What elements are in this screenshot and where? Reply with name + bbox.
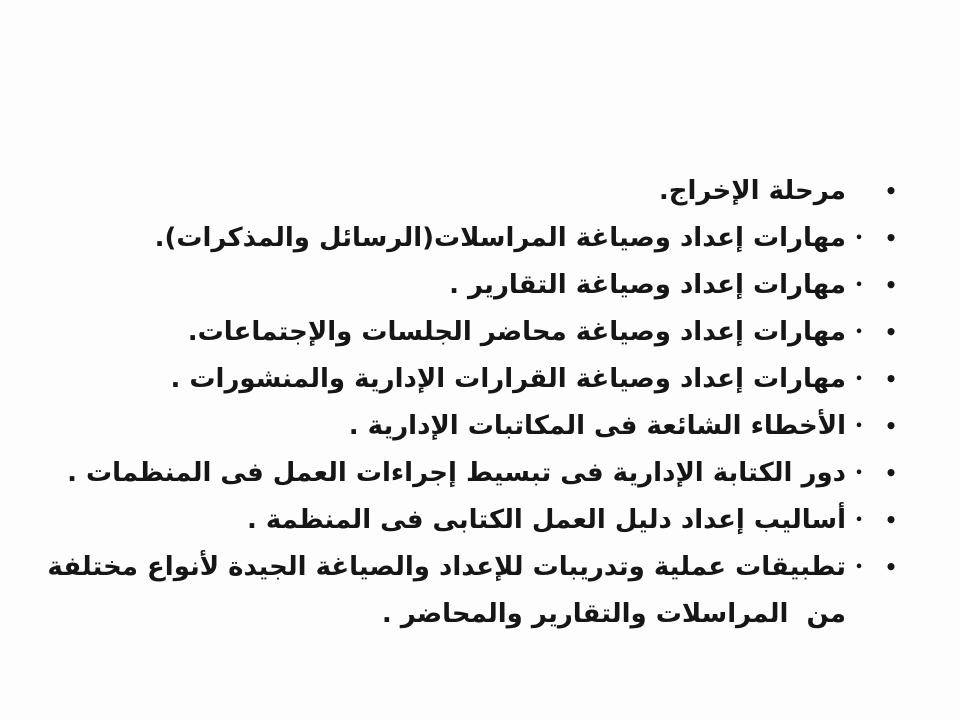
bullet-icon: • [884, 461, 898, 485]
sub-bullet-icon: • [854, 231, 864, 246]
bullet-text-line-1: تطبيقات عملية وتدريبات للإعداد والصياغة الجيدة لأنواع مختلفة [47, 552, 846, 582]
bullet-text-line-2: من المراسلات والتقارير والمحاضر . [381, 599, 846, 629]
bullet-icon: • [884, 179, 898, 203]
bullet-text: أساليب إعداد دليل العمل الكتابى فى المنظمة . [246, 505, 846, 535]
bullet-text: الأخطاء الشائعة فى المكاتبات الإدارية . [348, 411, 846, 441]
bullet-icon: • [884, 555, 898, 579]
bullet-item [38, 403, 910, 450]
bullet-text: دور الكتابة الإدارية فى تبسيط إجراءات العمل فى المنظمات . [67, 458, 846, 488]
bullet-text: مهارات إعداد وصياغة المراسلات(الرسائل والمذكرات). [154, 223, 846, 253]
sub-bullet-icon: • [854, 278, 864, 293]
bullet-item [38, 262, 910, 309]
bullet-icon: • [884, 414, 898, 438]
bullet-icon: • [884, 367, 898, 391]
bullet-item [38, 544, 910, 638]
bullet-text [38, 544, 846, 638]
bullet-list [38, 168, 910, 638]
sub-bullet-icon: • [854, 325, 864, 340]
bullet-icon: • [884, 508, 898, 532]
bullet-item [38, 309, 910, 356]
bullet-text: مهارات إعداد وصياغة التقارير . [449, 270, 846, 300]
bullet-item [38, 450, 910, 497]
bullet-icon: • [884, 273, 898, 297]
bullet-item [38, 497, 910, 544]
bullet-text: مرحلة الإخراج. [658, 176, 846, 206]
bullet-icon: • [884, 320, 898, 344]
bullet-text: مهارات إعداد وصياغة محاضر الجلسات والإجتماعات. [187, 317, 846, 347]
sub-bullet-icon: • [854, 513, 864, 528]
bullet-item [38, 168, 910, 215]
bullet-item [38, 215, 910, 262]
bullet-text: مهارات إعداد وصياغة القرارات الإدارية والمنشورات . [170, 364, 846, 394]
sub-bullet-icon: • [854, 372, 864, 387]
bullet-item [38, 356, 910, 403]
sub-bullet-icon: • [854, 419, 864, 434]
bullet-icon: • [884, 226, 898, 250]
sub-bullet-icon: • [854, 560, 864, 575]
sub-bullet-icon: • [854, 466, 864, 481]
